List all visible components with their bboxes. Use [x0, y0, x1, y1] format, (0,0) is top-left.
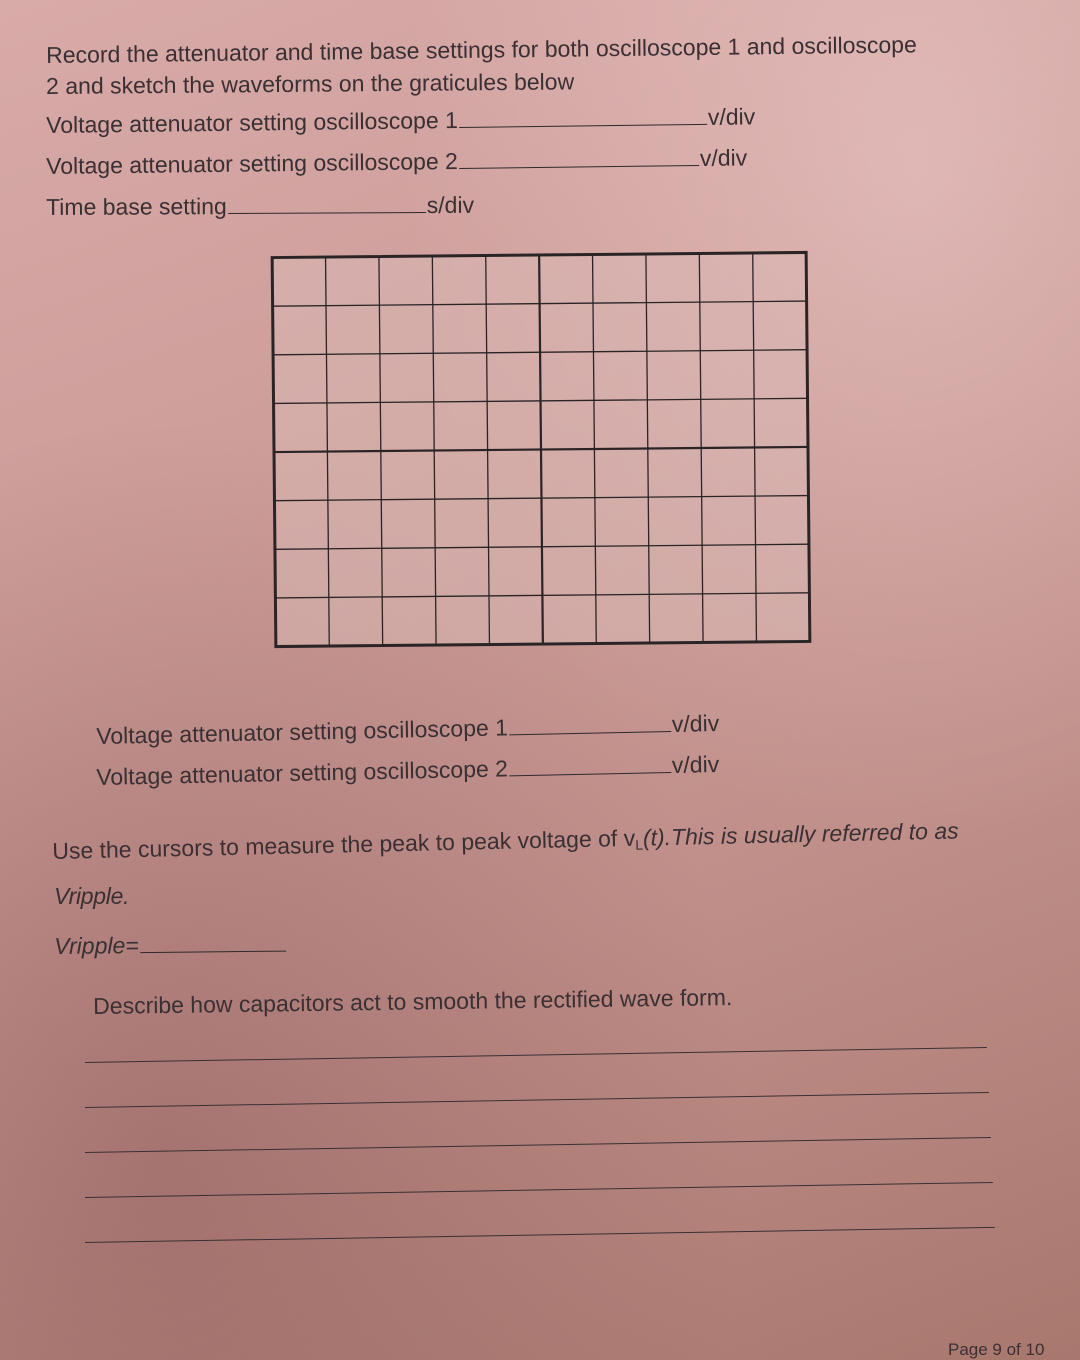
osc2-attenuator-blank[interactable] [459, 165, 699, 169]
ripple-instruction-subscript: L [635, 836, 644, 853]
sdiv-unit: s/div [426, 191, 475, 219]
answer-line[interactable] [85, 1137, 991, 1153]
instructions-line-1: Record the attenuator and time base settings for both oscilloscope 1 and oscilloscope [46, 31, 917, 68]
ripple-instruction-post: (t).This is usually referred to as [642, 817, 959, 851]
graticule-svg [270, 250, 812, 648]
osc1-attenuator-label-2: Voltage attenuator setting oscilloscope 1 [96, 714, 509, 749]
page-number: Page 9 of 10 [948, 1340, 1045, 1359]
osc1-attenuator-label: Voltage attenuator setting oscilloscope 1 [46, 106, 459, 138]
answer-line[interactable] [85, 1047, 987, 1063]
osc2-attenuator-label-2: Voltage attenuator setting oscilloscope 2 [96, 755, 509, 790]
osc1-attenuator-field [46, 103, 755, 139]
osc2-vdiv-unit-2: v/div [671, 750, 720, 778]
ripple-instruction [52, 817, 959, 866]
osc2-vdiv-unit: v/div [699, 144, 748, 172]
timebase-blank[interactable] [228, 212, 426, 214]
osc1-vdiv-unit: v/div [707, 103, 756, 130]
ripple-answer-field [54, 931, 287, 961]
osc2-attenuator-blank-2[interactable] [509, 772, 671, 776]
answer-line[interactable] [85, 1227, 995, 1243]
oscilloscope-graticule[interactable] [272, 253, 810, 646]
ripple-answer-blank[interactable] [140, 951, 286, 954]
timebase-label: Time base setting [46, 193, 227, 220]
answer-line[interactable] [85, 1092, 989, 1108]
instructions-line-2: 2 and sketch the waveforms on the graticules below [46, 68, 575, 99]
capacitor-question: Describe how capacitors act to smooth the rectified wave form. [93, 984, 733, 1019]
timebase-field [46, 192, 474, 222]
ripple-eq-label: Vripple= [54, 932, 139, 959]
osc2-attenuator-field [46, 144, 747, 180]
osc1-attenuator-field-2 [96, 710, 719, 751]
osc1-vdiv-unit-2: v/div [671, 709, 720, 737]
osc1-attenuator-blank-2[interactable] [509, 731, 671, 735]
osc2-attenuator-field-2 [96, 751, 719, 792]
osc1-attenuator-blank[interactable] [459, 124, 707, 128]
osc2-attenuator-label: Voltage attenuator setting oscilloscope 2 [46, 147, 459, 179]
ripple-instruction-pre: Use the cursors to measure the peak to peak voltage of v [52, 824, 636, 864]
ripple-term: Vripple. [54, 883, 130, 909]
answer-line[interactable] [85, 1182, 993, 1198]
